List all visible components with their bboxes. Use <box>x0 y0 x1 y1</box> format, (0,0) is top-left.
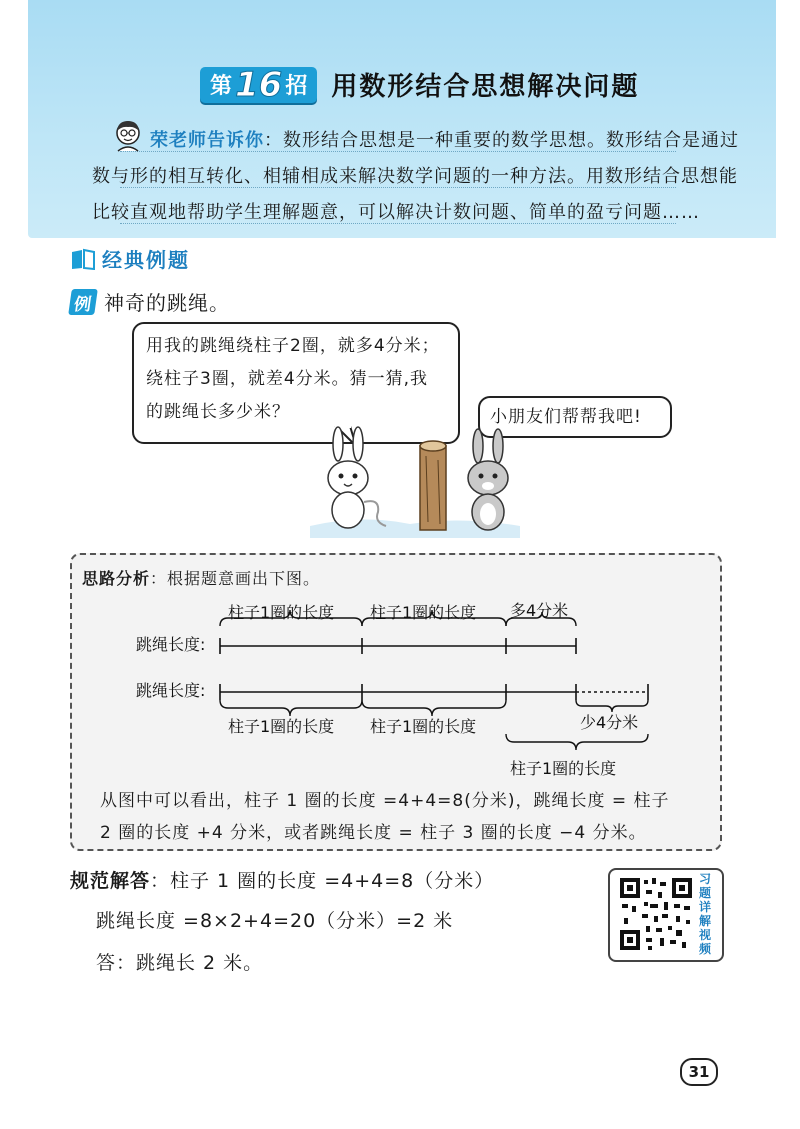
intro-line-2: 数与形的相互转化、相辅相成来解决数学问题的一种方法。用数形结合思想能 <box>92 166 738 187</box>
qr-code-icon[interactable] <box>618 876 694 952</box>
section-heading <box>70 244 190 273</box>
rabbits-and-post-illustration <box>300 426 530 538</box>
intro-line-1 <box>150 128 750 154</box>
bottom-segment-label-1: 柱子1圈的长度 <box>228 717 335 736</box>
speech-bubble-right: 小朋友们帮帮我吧! <box>478 396 672 438</box>
qr-caption-char: 详 <box>698 900 711 914</box>
bottom-brace-label: 柱子1圈的长度 <box>510 759 617 778</box>
intro-text-1: ：数形结合思想是一种重要的数学思想。数形结合是通过 <box>264 130 739 151</box>
lesson-badge <box>200 64 317 105</box>
top-segment-label-2: 柱子1圈的长度 <box>370 603 477 622</box>
line-segment-diagram <box>132 596 672 786</box>
example-tag: 例 <box>68 289 98 315</box>
badge-number: 16 <box>235 64 283 105</box>
bubble-left-line-2: 绕柱子3圈，就差4分米。猜一猜,我 <box>146 369 429 389</box>
bottom-segment-label-2: 柱子1圈的长度 <box>370 717 477 736</box>
extra-label: 多4分米 <box>510 601 569 620</box>
solution-line-2: 跳绳长度 =8×2+4=20（分米）=2 米 <box>96 910 454 932</box>
example-title-row <box>70 287 230 316</box>
analysis-text-line-2: 2 圈的长度 +4 分米，或者跳绳长度 = 柱子 3 圈的长度 −4 分米。 <box>100 823 647 843</box>
bubble-left-line-1: 用我的跳绳绕柱子2圈，就多4分米； <box>146 336 440 356</box>
book-icon <box>70 248 96 270</box>
solution-text-1: ：柱子 1 圈的长度 =4+4=8（分米） <box>150 870 495 892</box>
qr-caption-char: 题 <box>698 886 711 900</box>
badge-suffix: 招 <box>285 74 308 99</box>
section-heading-label: 经典例题 <box>102 248 190 272</box>
solution-answer: 答：跳绳长 2 米。 <box>96 952 264 974</box>
teacher-label: 荣老师告诉你 <box>150 130 264 151</box>
qr-caption-char: 习 <box>698 872 711 886</box>
qr-caption-char: 解 <box>698 914 711 928</box>
short-label: 少4分米 <box>580 713 639 732</box>
lesson-title <box>200 66 639 103</box>
qr-caption-char: 频 <box>698 942 711 956</box>
top-segment-label-1: 柱子1圈的长度 <box>228 603 335 622</box>
qr-caption <box>695 872 715 956</box>
rope-label-2: 跳绳长度: <box>136 681 206 700</box>
example-title: 神奇的跳绳。 <box>104 291 230 315</box>
solution-line-1 <box>70 866 494 893</box>
page-number: 31 <box>680 1058 718 1086</box>
bubble-left-line-3: 的跳绳长多少米？ <box>146 402 290 422</box>
solution-label: 规范解答 <box>70 870 151 892</box>
rope-label-1: 跳绳长度: <box>136 635 206 654</box>
qr-caption-char: 视 <box>698 928 711 942</box>
badge-prefix: 第 <box>210 74 233 99</box>
page-title: 用数形结合思想解决问题 <box>331 72 640 102</box>
teacher-avatar-icon <box>110 117 146 153</box>
intro-line-3: 比较直观地帮助学生理解题意，可以解决计数问题、简单的盈亏问题…… <box>92 202 700 223</box>
analysis-title <box>82 566 320 589</box>
analysis-text-line-1: 从图中可以看出，柱子 1 圈的长度 =4+4=8(分米)，跳绳长度 = 柱子 <box>100 791 670 811</box>
analysis-title-bold: 思路分析 <box>82 569 151 588</box>
analysis-title-rest: ：根据题意画出下图。 <box>150 569 321 588</box>
